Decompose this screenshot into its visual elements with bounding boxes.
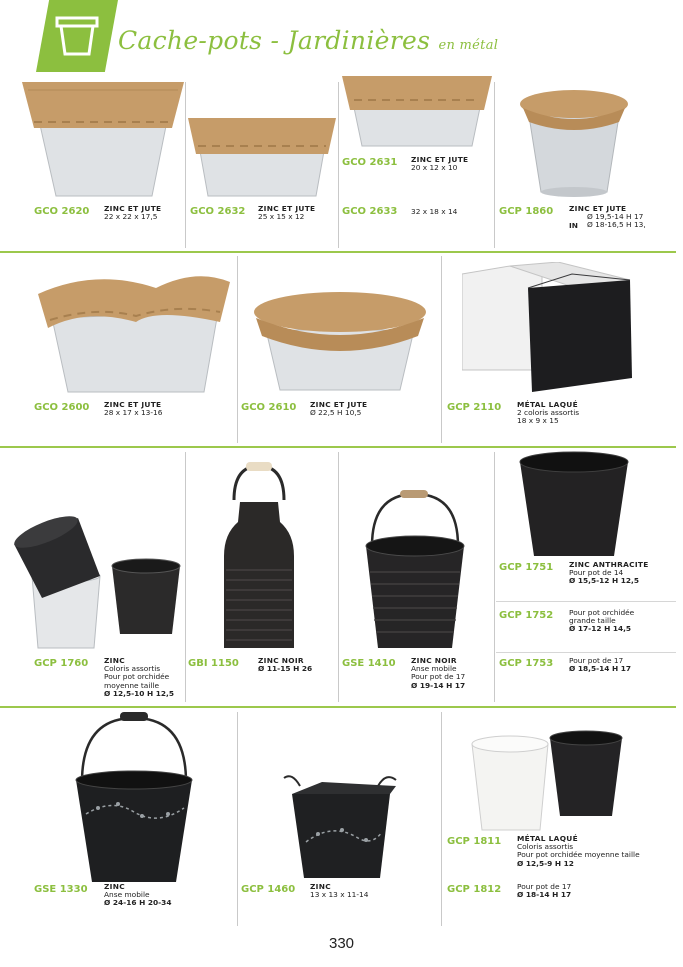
product-code: GCP 1860 <box>499 206 554 217</box>
product-description: ZINC ANTHRACITE Pour pot de 14 Ø 15,5-12 H 12,5 <box>569 560 649 586</box>
product-description: ZINC ET JUTE 20 x 12 x 10 <box>411 155 469 173</box>
product-description: ZINC ET JUTE 25 x 15 x 12 <box>258 204 316 222</box>
product-code: GCO 2631 <box>342 157 398 168</box>
product-code: GCP 1760 <box>34 658 89 669</box>
column-divider <box>494 82 495 248</box>
product-description: ZINC ET JUTE 28 x 17 x 13-16 <box>104 400 163 418</box>
product-code: GCP 1752 <box>499 610 554 621</box>
column-divider <box>338 452 339 702</box>
product-description: MÉTAL LAQUÉ 2 coloris assortis 18 x 9 x 15 <box>517 400 580 426</box>
row-divider <box>496 652 676 653</box>
product-code: GBI 1150 <box>188 658 239 669</box>
product-photo-gcp1811-1812 <box>470 730 628 834</box>
product-description: Pour pot de 17 Ø 18,5-14 H 17 <box>569 656 632 674</box>
product-description: MÉTAL LAQUÉ Coloris assortis Pour pot orchidée moyenne taille Ø 12,5-9 H 12 <box>517 834 640 868</box>
product-description: ZINC NOIR Anse mobile Pour pot de 17 Ø 19-14 H 17 <box>411 656 466 690</box>
product-code: GCP 1811 <box>447 836 502 847</box>
product-description: ZINC Anse mobile Ø 24-16 H 20-34 <box>104 882 172 908</box>
product-description: 32 x 18 x 14 <box>411 207 458 216</box>
product-description: Pour pot de 17 Ø 18-14 H 17 <box>517 882 572 900</box>
product-photo-gco2632 <box>188 114 336 200</box>
product-photo-gse1410 <box>362 488 468 652</box>
product-photo-gse1330 <box>72 710 196 886</box>
page-number: 330 <box>328 935 355 952</box>
flowerpot-icon <box>54 14 100 58</box>
column-divider <box>338 82 339 248</box>
product-photo-gco2600 <box>36 258 232 398</box>
column-divider <box>494 452 495 702</box>
product-code: GSE 1330 <box>34 884 88 895</box>
product-code: GCP 1460 <box>241 884 296 895</box>
product-code: GCP 1753 <box>499 658 554 669</box>
product-description: ZINC Coloris assortis Pour pot orchidée moyenne taille Ø 12,5-10 H 12,5 <box>104 656 175 698</box>
product-photo-gcp1860 <box>519 86 629 198</box>
product-photo-gco2620 <box>22 76 184 201</box>
column-divider <box>441 712 442 926</box>
product-photo-gco2610 <box>252 290 428 398</box>
column-divider <box>237 256 238 443</box>
product-code: GCP 1812 <box>447 884 502 895</box>
product-code: GSE 1410 <box>342 658 396 669</box>
column-divider <box>441 256 442 443</box>
product-code: GCO 2610 <box>241 402 297 413</box>
section-divider <box>0 446 676 448</box>
product-photo-gcp1460 <box>282 772 398 884</box>
product-variant-prefix: IN <box>569 221 578 231</box>
product-photo-gbi1150 <box>218 460 300 652</box>
product-code: GCO 2620 <box>34 206 90 217</box>
product-code: GCP 1751 <box>499 562 554 573</box>
column-divider <box>185 452 186 702</box>
row-divider <box>496 601 676 602</box>
product-description: ZINC 13 x 13 x 11-14 <box>310 882 369 900</box>
product-code: GCP 2110 <box>447 402 502 413</box>
product-code: GCO 2632 <box>190 206 246 217</box>
product-description: ZINC ET JUTE Ø 19,5-14 H 17 Ø 18-16,5 H 13, <box>569 204 646 230</box>
product-photo-gcp1751 <box>518 450 630 560</box>
product-photo-gcp2110 <box>462 262 634 394</box>
product-photo-gco2631-2633 <box>342 74 492 150</box>
product-photo-gcp1760 <box>8 514 184 652</box>
product-description: Pour pot orchidée grande taille Ø 17-12 H 14,5 <box>569 608 635 634</box>
category-tab <box>36 0 118 72</box>
section-divider <box>0 251 676 253</box>
column-divider <box>185 82 186 248</box>
section-divider <box>0 706 676 708</box>
page-title: Cache-pots - Jardinières en métal <box>118 26 499 55</box>
product-code: GCO 2600 <box>34 402 90 413</box>
product-code: GCO 2633 <box>342 206 398 217</box>
product-description: ZINC ET JUTE 22 x 22 x 17,5 <box>104 204 162 222</box>
product-description: ZINC NOIR Ø 11-15 H 26 <box>258 656 313 674</box>
column-divider <box>237 712 238 926</box>
product-description: ZINC ET JUTE Ø 22,5 H 10,5 <box>310 400 368 418</box>
